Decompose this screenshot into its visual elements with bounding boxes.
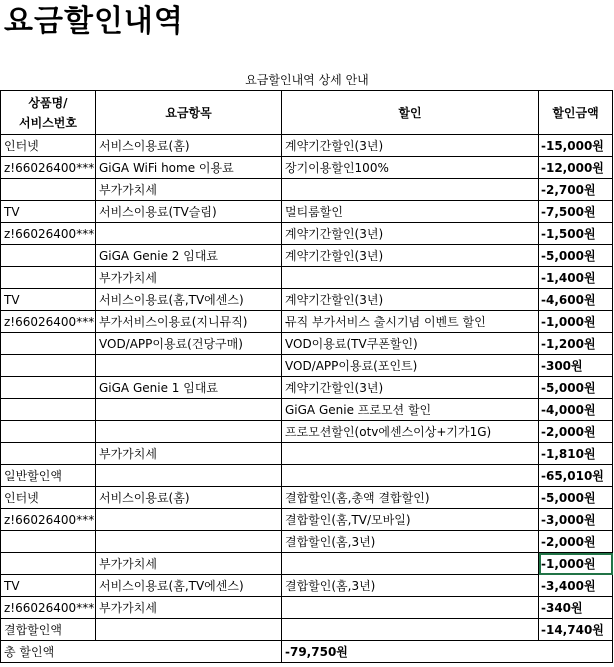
table-row xyxy=(1,355,613,377)
item-cell[interactable]: GiGA WiFi home 이용료 xyxy=(96,157,282,179)
amount-cell[interactable]: -5,000원 xyxy=(539,377,613,399)
item-cell[interactable] xyxy=(96,421,282,443)
table-row xyxy=(1,509,613,531)
product-cell[interactable] xyxy=(1,421,96,443)
table-row xyxy=(1,487,613,509)
header-product[interactable]: 상품명/ 서비스번호 xyxy=(1,91,96,135)
product-cell[interactable]: 일반할인액 xyxy=(1,465,96,487)
item-cell[interactable] xyxy=(96,355,282,377)
discount-cell[interactable] xyxy=(282,553,539,575)
product-cell[interactable]: 인터넷 xyxy=(1,487,96,509)
item-cell[interactable]: 서비스이용료(TV슬림) xyxy=(96,201,282,223)
amount-cell[interactable]: -340원 xyxy=(539,597,613,619)
item-cell[interactable] xyxy=(96,509,282,531)
amount-cell[interactable]: -15,000원 xyxy=(539,135,613,157)
product-cell[interactable]: TV xyxy=(1,575,96,597)
amount-cell[interactable]: -5,000원 xyxy=(539,245,613,267)
item-cell[interactable]: 부가가치세 xyxy=(96,267,282,289)
table-row xyxy=(1,553,613,575)
table-row xyxy=(1,575,613,597)
total-amount-cell[interactable]: -79,750원 xyxy=(282,641,613,663)
amount-cell[interactable]: -2,000원 xyxy=(539,531,613,553)
item-cell[interactable]: 서비스이용료(홈,TV에센스) xyxy=(96,289,282,311)
product-cell[interactable] xyxy=(1,267,96,289)
discount-cell[interactable]: 뮤직 부가서비스 출시기념 이벤트 할인 xyxy=(282,311,539,333)
product-cell[interactable] xyxy=(1,179,96,201)
discount-cell[interactable]: 프로모션할인(otv에센스이상+기가1G) xyxy=(282,421,539,443)
product-cell[interactable] xyxy=(1,531,96,553)
discount-cell[interactable]: 계약기간할인(3년) xyxy=(282,223,539,245)
table-row xyxy=(1,223,613,245)
total-label-cell[interactable]: 총 할인액 xyxy=(1,641,282,663)
discount-cell[interactable]: 결합할인(홈,TV/모바일) xyxy=(282,509,539,531)
table-row xyxy=(1,311,613,333)
table-row xyxy=(1,443,613,465)
header-item[interactable]: 요금항목 xyxy=(96,91,282,135)
product-cell[interactable]: z!66026400*** xyxy=(1,157,96,179)
table-row xyxy=(1,333,613,355)
product-cell[interactable] xyxy=(1,333,96,355)
discount-cell[interactable]: 계약기간할인(3년) xyxy=(282,245,539,267)
item-cell[interactable]: 부가가치세 xyxy=(96,553,282,575)
amount-cell[interactable]: -14,740원 xyxy=(539,619,613,641)
amount-cell[interactable]: -7,500원 xyxy=(539,201,613,223)
discount-cell[interactable]: 계약기간할인(3년) xyxy=(282,377,539,399)
amount-cell[interactable]: -2,000원 xyxy=(539,421,613,443)
item-cell[interactable] xyxy=(96,465,282,487)
product-cell[interactable] xyxy=(1,399,96,421)
amount-cell[interactable]: -2,700원 xyxy=(539,179,613,201)
item-cell[interactable] xyxy=(96,399,282,421)
header-amount[interactable]: 할인금액 xyxy=(539,91,613,135)
product-cell[interactable]: 인터넷 xyxy=(1,135,96,157)
discount-cell[interactable]: 결합할인(홈,3년) xyxy=(282,531,539,553)
product-cell[interactable] xyxy=(1,355,96,377)
discount-cell[interactable] xyxy=(282,465,539,487)
discount-cell[interactable] xyxy=(282,443,539,465)
discount-cell[interactable] xyxy=(282,267,539,289)
product-cell[interactable]: z!66026400*** xyxy=(1,509,96,531)
table-row xyxy=(1,245,613,267)
amount-cell[interactable]: -4,600원 xyxy=(539,289,613,311)
table-row xyxy=(1,377,613,399)
item-cell[interactable]: 서비스이용료(홈) xyxy=(96,135,282,157)
item-cell[interactable]: 서비스이용료(홈,TV에센스) xyxy=(96,575,282,597)
table-row xyxy=(1,135,613,157)
amount-cell[interactable]: -3,000원 xyxy=(539,509,613,531)
discount-cell[interactable]: 계약기간할인(3년) xyxy=(282,135,539,157)
table-row xyxy=(1,619,613,641)
table-row xyxy=(1,531,613,553)
product-cell[interactable]: z!66026400*** xyxy=(1,597,96,619)
discount-cell[interactable]: VOD/APP이용료(포인트) xyxy=(282,355,539,377)
product-cell[interactable]: z!66026400*** xyxy=(1,311,96,333)
table-row xyxy=(1,179,613,201)
item-cell[interactable] xyxy=(96,223,282,245)
discount-cell[interactable]: VOD이용료(TV쿠폰할인) xyxy=(282,333,539,355)
amount-cell[interactable]: -65,010원 xyxy=(539,465,613,487)
table-row xyxy=(1,267,613,289)
product-cell[interactable] xyxy=(1,377,96,399)
item-cell[interactable] xyxy=(96,531,282,553)
discount-cell[interactable]: 멀티룸할인 xyxy=(282,201,539,223)
product-cell[interactable]: TV xyxy=(1,289,96,311)
product-cell[interactable]: z!66026400*** xyxy=(1,223,96,245)
discount-cell[interactable] xyxy=(282,619,539,641)
amount-cell[interactable]: -4,000원 xyxy=(539,399,613,421)
discount-cell[interactable] xyxy=(282,179,539,201)
product-cell[interactable]: TV xyxy=(1,201,96,223)
discount-cell[interactable] xyxy=(282,597,539,619)
product-cell[interactable] xyxy=(1,553,96,575)
amount-cell[interactable]: -1,810원 xyxy=(539,443,613,465)
item-cell[interactable]: 부가가치세 xyxy=(96,597,282,619)
item-cell[interactable]: GiGA Genie 1 임대료 xyxy=(96,377,282,399)
amount-cell[interactable]: -1,500원 xyxy=(539,223,613,245)
discount-cell[interactable]: 계약기간할인(3년) xyxy=(282,289,539,311)
header-row xyxy=(1,91,613,135)
amount-cell[interactable]: -1,400원 xyxy=(539,267,613,289)
page-title: 요금할인내역 xyxy=(4,4,184,39)
discount-table xyxy=(0,90,613,663)
product-cell[interactable]: 결합할인액 xyxy=(1,619,96,641)
table-subtitle: 요금할인내역 상세 안내 xyxy=(245,73,369,87)
header-discount[interactable]: 할인 xyxy=(282,91,539,135)
item-cell[interactable]: 부가서비스이용료(지니뮤직) xyxy=(96,311,282,333)
table-row xyxy=(1,201,613,223)
amount-cell[interactable]: -1,000원 xyxy=(539,311,613,333)
discount-cell[interactable]: 장기이용할인100% xyxy=(282,157,539,179)
item-cell[interactable] xyxy=(96,619,282,641)
table-row xyxy=(1,157,613,179)
amount-cell[interactable]: -3,400원 xyxy=(539,575,613,597)
amount-cell[interactable]: -5,000원 xyxy=(539,487,613,509)
item-cell[interactable]: 서비스이용료(홈) xyxy=(96,487,282,509)
table-row xyxy=(1,597,613,619)
total-row xyxy=(1,641,613,663)
amount-cell[interactable]: -12,000원 xyxy=(539,157,613,179)
amount-cell[interactable]: -1,000원 xyxy=(539,553,613,575)
amount-cell[interactable]: -300원 xyxy=(539,355,613,377)
item-cell[interactable]: GiGA Genie 2 임대료 xyxy=(96,245,282,267)
discount-cell[interactable]: 결합할인(홈,3년) xyxy=(282,575,539,597)
product-cell[interactable] xyxy=(1,245,96,267)
table-row xyxy=(1,465,613,487)
discount-cell[interactable]: 결합할인(홈,총액 결합할인) xyxy=(282,487,539,509)
amount-cell[interactable]: -1,200원 xyxy=(539,333,613,355)
discount-cell[interactable]: GiGA Genie 프로모션 할인 xyxy=(282,399,539,421)
item-cell[interactable]: 부가가치세 xyxy=(96,179,282,201)
table-row xyxy=(1,421,613,443)
product-cell[interactable] xyxy=(1,443,96,465)
table-row xyxy=(1,289,613,311)
table-row xyxy=(1,399,613,421)
item-cell[interactable]: VOD/APP이용료(건당구매) xyxy=(96,333,282,355)
item-cell[interactable]: 부가가치세 xyxy=(96,443,282,465)
